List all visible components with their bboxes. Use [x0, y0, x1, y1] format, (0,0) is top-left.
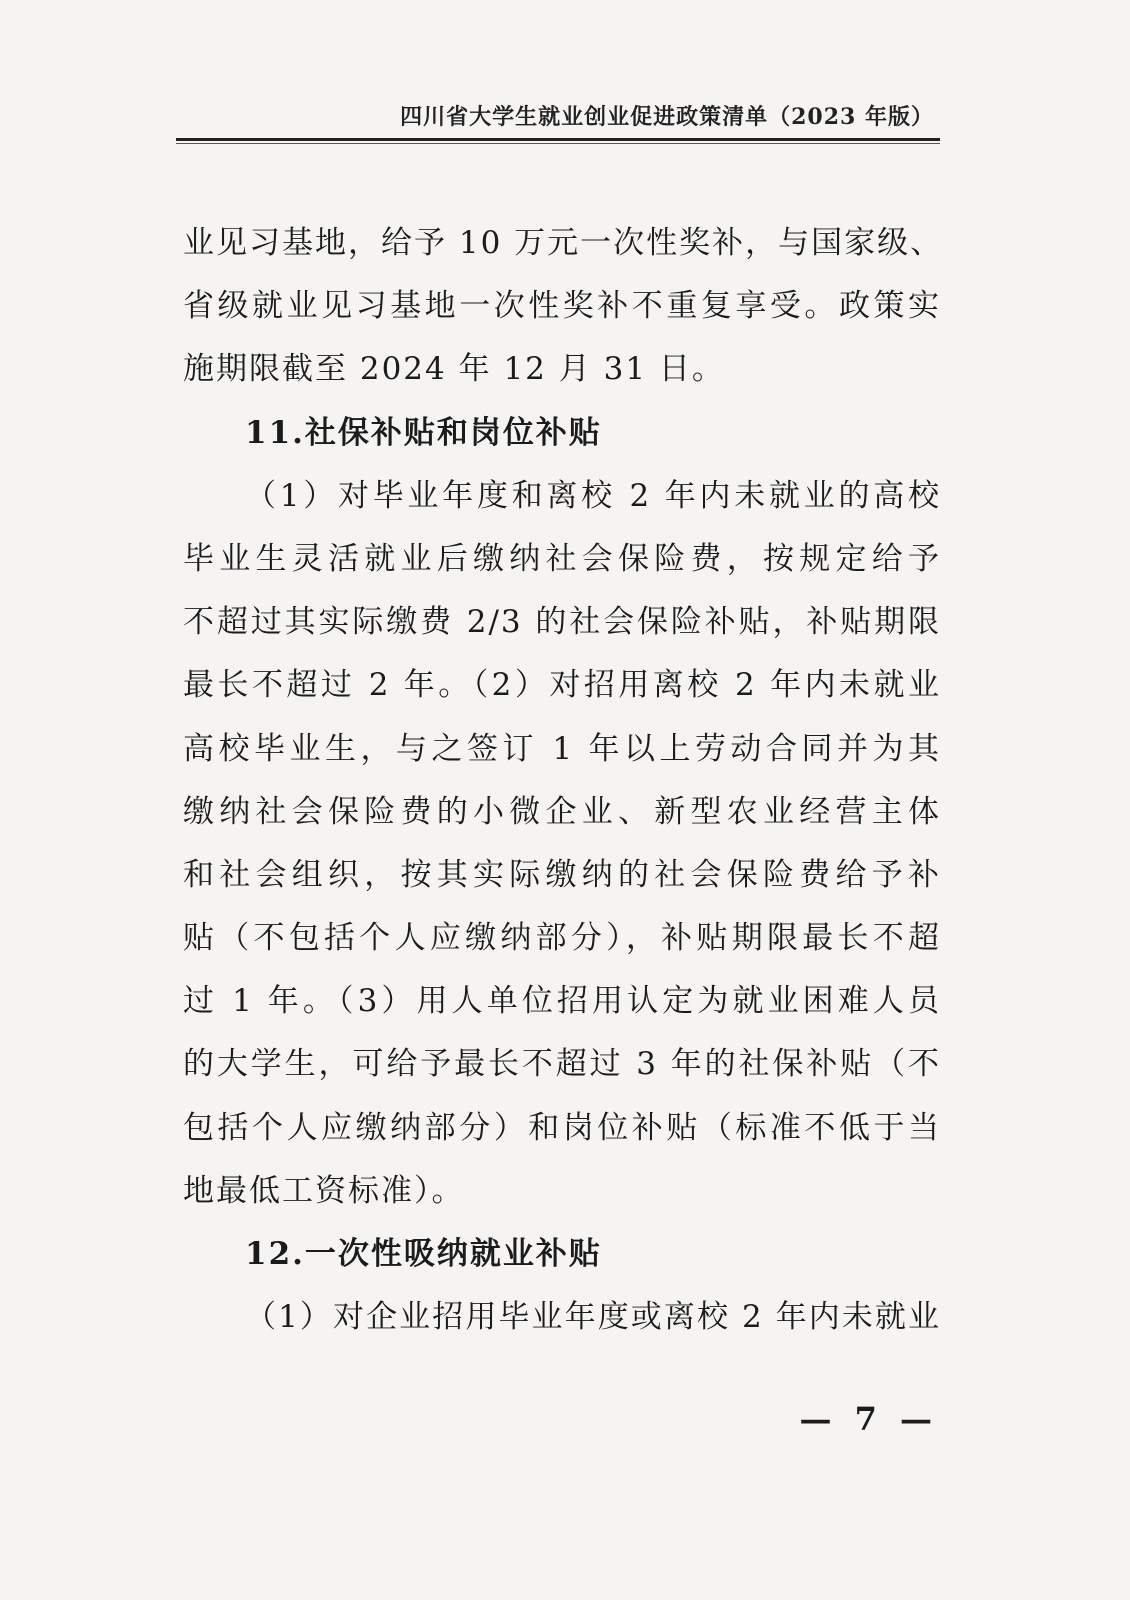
paragraph-line: 缴纳社会保险费的小微企业、新型农业经营主体: [183, 793, 941, 830]
paragraph-line: 业见习基地，给予 10 万元一次性奖补，与国家级、: [183, 225, 944, 261]
paragraph-line: 不超过其实际缴费 2/3 的社会保险补贴，补贴期限: [183, 604, 941, 641]
paragraph-line: 贴（不包括个人应缴纳部分），补贴期限最长不超: [183, 920, 941, 957]
header-rule-thin: [176, 143, 940, 144]
running-header-title: 四川省大学生就业创业促进政策清单（2023 年版）: [400, 104, 934, 130]
paragraph-line: 过 1 年。（3）用人单位招用认定为就业困难人员: [183, 983, 941, 1020]
paragraph-line: 包括个人应缴纳部分）和岗位补贴（标准不低于当: [183, 1109, 941, 1146]
body-text: [183, 212, 944, 1349]
paragraph-line: 施期限截至 2024 年 12 月 31 日。: [183, 351, 725, 388]
section-heading-12: 12.一次性吸纳就业补贴: [245, 1236, 602, 1272]
paragraph-line: 毕业生灵活就业后缴纳社会保险费，按规定给予: [183, 540, 941, 577]
paragraph-line: 省级就业见习基地一次性奖补不重复享受。政策实: [183, 288, 941, 325]
paragraph-line: 最长不超过 2 年。（2）对招用离校 2 年内未就业: [183, 667, 941, 704]
paragraph-line: 地最低工资标准）。: [183, 1172, 465, 1209]
paragraph-line: （1）对毕业年度和离校 2 年内未就业的高校: [245, 477, 941, 514]
paragraph-line: 的大学生，可给予最长不超过 3 年的社保补贴（不: [183, 1046, 941, 1083]
section-heading-11: 11.社保补贴和岗位补贴: [245, 414, 602, 451]
paragraph-line: （1）对企业招用毕业年度或离校 2 年内未就业: [245, 1299, 941, 1336]
header-rule: [176, 138, 940, 141]
paragraph-line: 和社会组织，按其实际缴纳的社会保险费给予补: [183, 856, 941, 893]
paragraph-line: 高校毕业生，与之签订 1 年以上劳动合同并为其: [183, 730, 941, 767]
page-number: — 7 —: [799, 1400, 938, 1438]
